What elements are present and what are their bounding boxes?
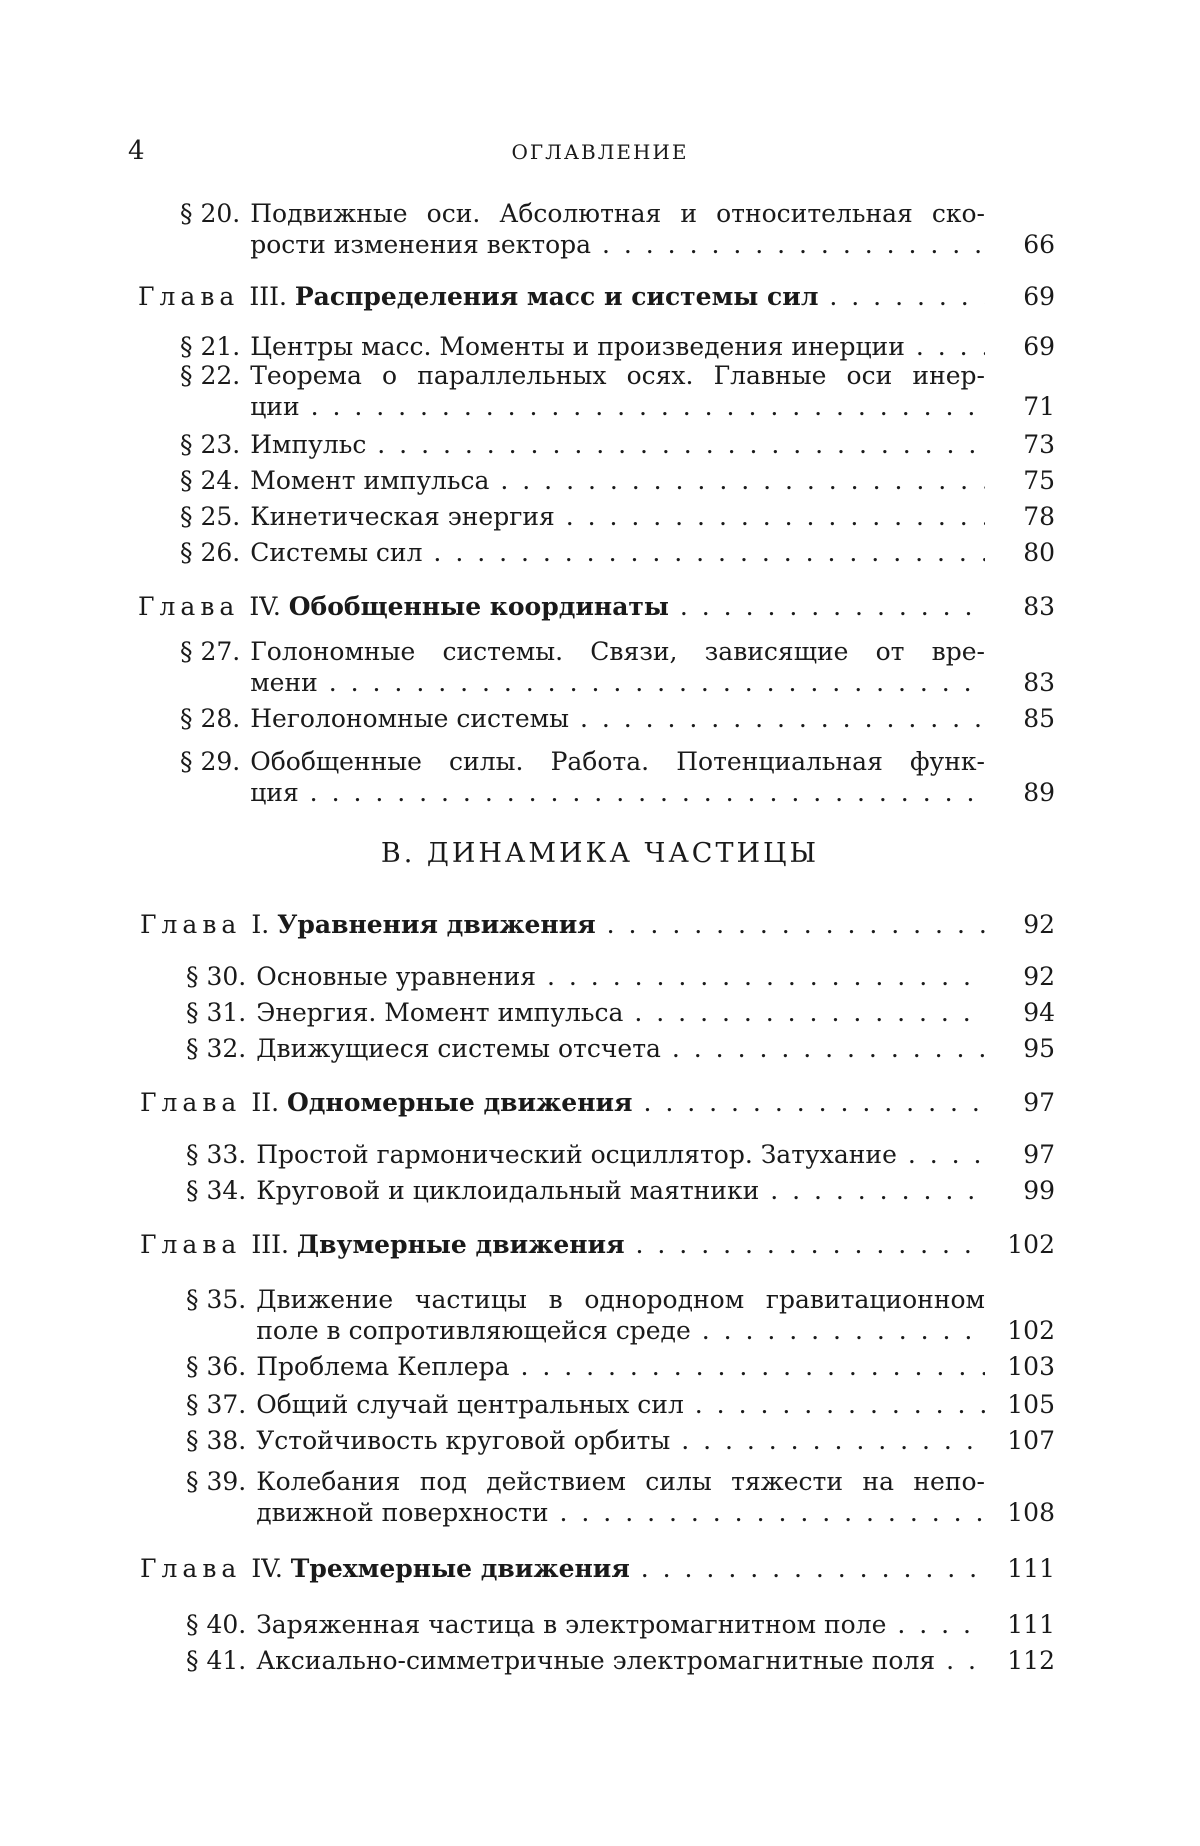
section-title: Неголономные системы xyxy=(250,704,569,733)
chapter-title: Распределения масс и системы сил xyxy=(294,282,819,311)
section-number: § 30. xyxy=(186,962,247,991)
section-title: ция xyxy=(250,778,299,807)
page-ref: 73 xyxy=(1023,430,1055,459)
section-number: § 27. xyxy=(180,637,241,666)
section-number: § 39. xyxy=(186,1467,247,1496)
section-number: § 33. xyxy=(186,1140,247,1169)
section-entry xyxy=(180,360,1055,422)
chapter-entry xyxy=(140,909,1055,940)
chapter-title: Уравнения движения xyxy=(277,910,596,939)
page-ref: 71 xyxy=(1023,392,1055,421)
chapter-roman: III. xyxy=(251,1230,297,1259)
section-entry xyxy=(180,198,1055,260)
page-ref: 89 xyxy=(1023,778,1055,807)
page-ref: 85 xyxy=(1023,704,1055,733)
section-number: § 21. xyxy=(180,332,241,361)
section-title-line1: Движение частицы в однородном гравитационном xyxy=(256,1285,985,1314)
chapter-title: Одномерные движения xyxy=(286,1088,633,1117)
page-ref: 95 xyxy=(1023,1034,1055,1063)
section-title: движной поверхности xyxy=(256,1498,549,1527)
section-title-line1: Подвижные оси. Абсолютная и относительная ско- xyxy=(250,199,985,228)
section-number: § 35. xyxy=(186,1285,247,1314)
page-ref: 83 xyxy=(1023,668,1055,697)
section-entry xyxy=(186,997,1055,1028)
chapter-title: Обобщенные координаты xyxy=(288,592,669,621)
chapter-label: Глава xyxy=(140,1554,242,1583)
page-ref: 105 xyxy=(1007,1390,1055,1419)
section-entry xyxy=(186,1645,1055,1676)
section-entry xyxy=(186,1425,1055,1456)
section-entry xyxy=(180,703,1055,734)
chapter-label: Глава xyxy=(138,592,240,621)
chapter-entry xyxy=(140,1087,1055,1118)
section-title: Общий случай центральных сил xyxy=(256,1390,684,1419)
section-number: § 40. xyxy=(186,1610,247,1639)
section-title: Основные уравнения xyxy=(256,962,537,991)
page-ref: 99 xyxy=(1023,1176,1055,1205)
chapter-roman: II. xyxy=(251,1088,287,1117)
section-number: § 23. xyxy=(180,430,241,459)
section-title: поле в сопротивляющейся среде xyxy=(256,1316,691,1345)
section-title: Движущиеся системы отсчета xyxy=(256,1034,661,1063)
section-entry xyxy=(186,1284,1055,1346)
page-ref: 97 xyxy=(1023,1088,1055,1117)
section-number: § 32. xyxy=(186,1034,247,1063)
section-title: Аксиально-симметричные электромагнитные поля xyxy=(256,1646,936,1675)
section-title: Центры масс. Моменты и произведения инерции xyxy=(250,332,905,361)
section-entry xyxy=(186,1389,1055,1420)
section-entry xyxy=(186,961,1055,992)
section-entry xyxy=(180,465,1055,496)
page-number: 4 xyxy=(128,136,145,166)
chapter-roman: III. xyxy=(249,282,295,311)
section-title: Кинетическая энергия xyxy=(250,502,555,531)
section-entry xyxy=(180,501,1055,532)
chapter-roman: IV. xyxy=(251,1554,291,1583)
section-title: Круговой и циклоидальный маятники xyxy=(256,1176,760,1205)
section-title: мени xyxy=(250,668,318,697)
chapter-entry xyxy=(138,281,1055,312)
section-title: Системы сил xyxy=(250,538,423,567)
chapter-label: Глава xyxy=(140,910,242,939)
chapter-label: Глава xyxy=(138,282,240,311)
page-ref: 102 xyxy=(1007,1230,1055,1259)
section-entry xyxy=(180,429,1055,460)
section-title: Энергия. Момент импульса xyxy=(256,998,624,1027)
chapter-roman: IV. xyxy=(249,592,289,621)
section-entry xyxy=(186,1175,1055,1206)
chapter-roman: I. xyxy=(251,910,278,939)
section-number: § 26. xyxy=(180,538,241,567)
chapter-title: Трехмерные движения xyxy=(290,1554,630,1583)
section-entry xyxy=(186,1351,1055,1382)
section-entry xyxy=(180,537,1055,568)
section-number: § 37. xyxy=(186,1390,247,1419)
page-ref: 75 xyxy=(1023,466,1055,495)
running-title: ОГЛАВЛЕНИЕ xyxy=(511,140,689,164)
page-ref: 102 xyxy=(1007,1316,1055,1345)
page-ref: 107 xyxy=(1007,1426,1055,1455)
section-title: Простой гармонический осциллятор. Затухание xyxy=(256,1140,897,1169)
page-ref: 111 xyxy=(1007,1610,1055,1639)
chapter-entry xyxy=(138,591,1055,622)
page-ref: 103 xyxy=(1007,1352,1055,1381)
section-number: § 28. xyxy=(180,704,241,733)
section-title: Момент импульса xyxy=(250,466,490,495)
page-ref: 111 xyxy=(1007,1554,1055,1583)
section-title-line1: Голономные системы. Связи, зависящие от вре- xyxy=(250,637,985,666)
section-entry xyxy=(180,331,1055,362)
section-number: § 29. xyxy=(180,747,241,776)
page-ref: 69 xyxy=(1023,332,1055,361)
section-title: Импульс xyxy=(250,430,367,459)
chapter-entry xyxy=(140,1553,1055,1584)
section-title: Проблема Кеплера xyxy=(256,1352,510,1381)
section-number: § 20. xyxy=(180,199,241,228)
section-number: § 36. xyxy=(186,1352,247,1381)
section-title-line1: Обобщенные силы. Работа. Потенциальная функ- xyxy=(250,747,985,776)
section-title-line1: Теорема о параллельных осях. Главные оси инер- xyxy=(250,361,985,390)
section-entry xyxy=(186,1466,1055,1528)
section-entry xyxy=(186,1033,1055,1064)
section-number: § 38. xyxy=(186,1426,247,1455)
section-title: рости изменения вектора xyxy=(250,230,592,259)
chapter-title: Двумерные движения xyxy=(296,1230,625,1259)
chapter-label: Глава xyxy=(140,1230,242,1259)
section-entry xyxy=(180,746,1055,808)
page-ref: 92 xyxy=(1023,962,1055,991)
section-entry xyxy=(180,636,1055,698)
page-ref: 80 xyxy=(1023,538,1055,567)
section-entry xyxy=(186,1139,1055,1170)
page-ref: 66 xyxy=(1023,230,1055,259)
page-ref: 94 xyxy=(1023,998,1055,1027)
section-title-line1: Колебания под действием силы тяжести на непо- xyxy=(256,1467,985,1496)
section-number: § 25. xyxy=(180,502,241,531)
section-number: § 24. xyxy=(180,466,241,495)
page-ref: 108 xyxy=(1007,1498,1055,1527)
section-title: Заряженная частица в электромагнитном поле xyxy=(256,1610,887,1639)
section-number: § 22. xyxy=(180,361,241,390)
page-ref: 97 xyxy=(1023,1140,1055,1169)
section-title: Устойчивость круговой орбиты xyxy=(256,1426,671,1455)
section-number: § 41. xyxy=(186,1646,247,1675)
page-ref: 92 xyxy=(1023,910,1055,939)
page-ref: 83 xyxy=(1023,592,1055,621)
page-ref: 78 xyxy=(1023,502,1055,531)
section-b-title: В. ДИНАМИКА ЧАСТИЦЫ xyxy=(380,838,820,869)
page-ref: 69 xyxy=(1023,282,1055,311)
chapter-entry xyxy=(140,1229,1055,1260)
section-entry xyxy=(186,1609,1055,1640)
section-number: § 31. xyxy=(186,998,247,1027)
section-number: § 34. xyxy=(186,1176,247,1205)
page-ref: 112 xyxy=(1007,1646,1055,1675)
section-title: ции xyxy=(250,392,300,421)
chapter-label: Глава xyxy=(140,1088,242,1117)
